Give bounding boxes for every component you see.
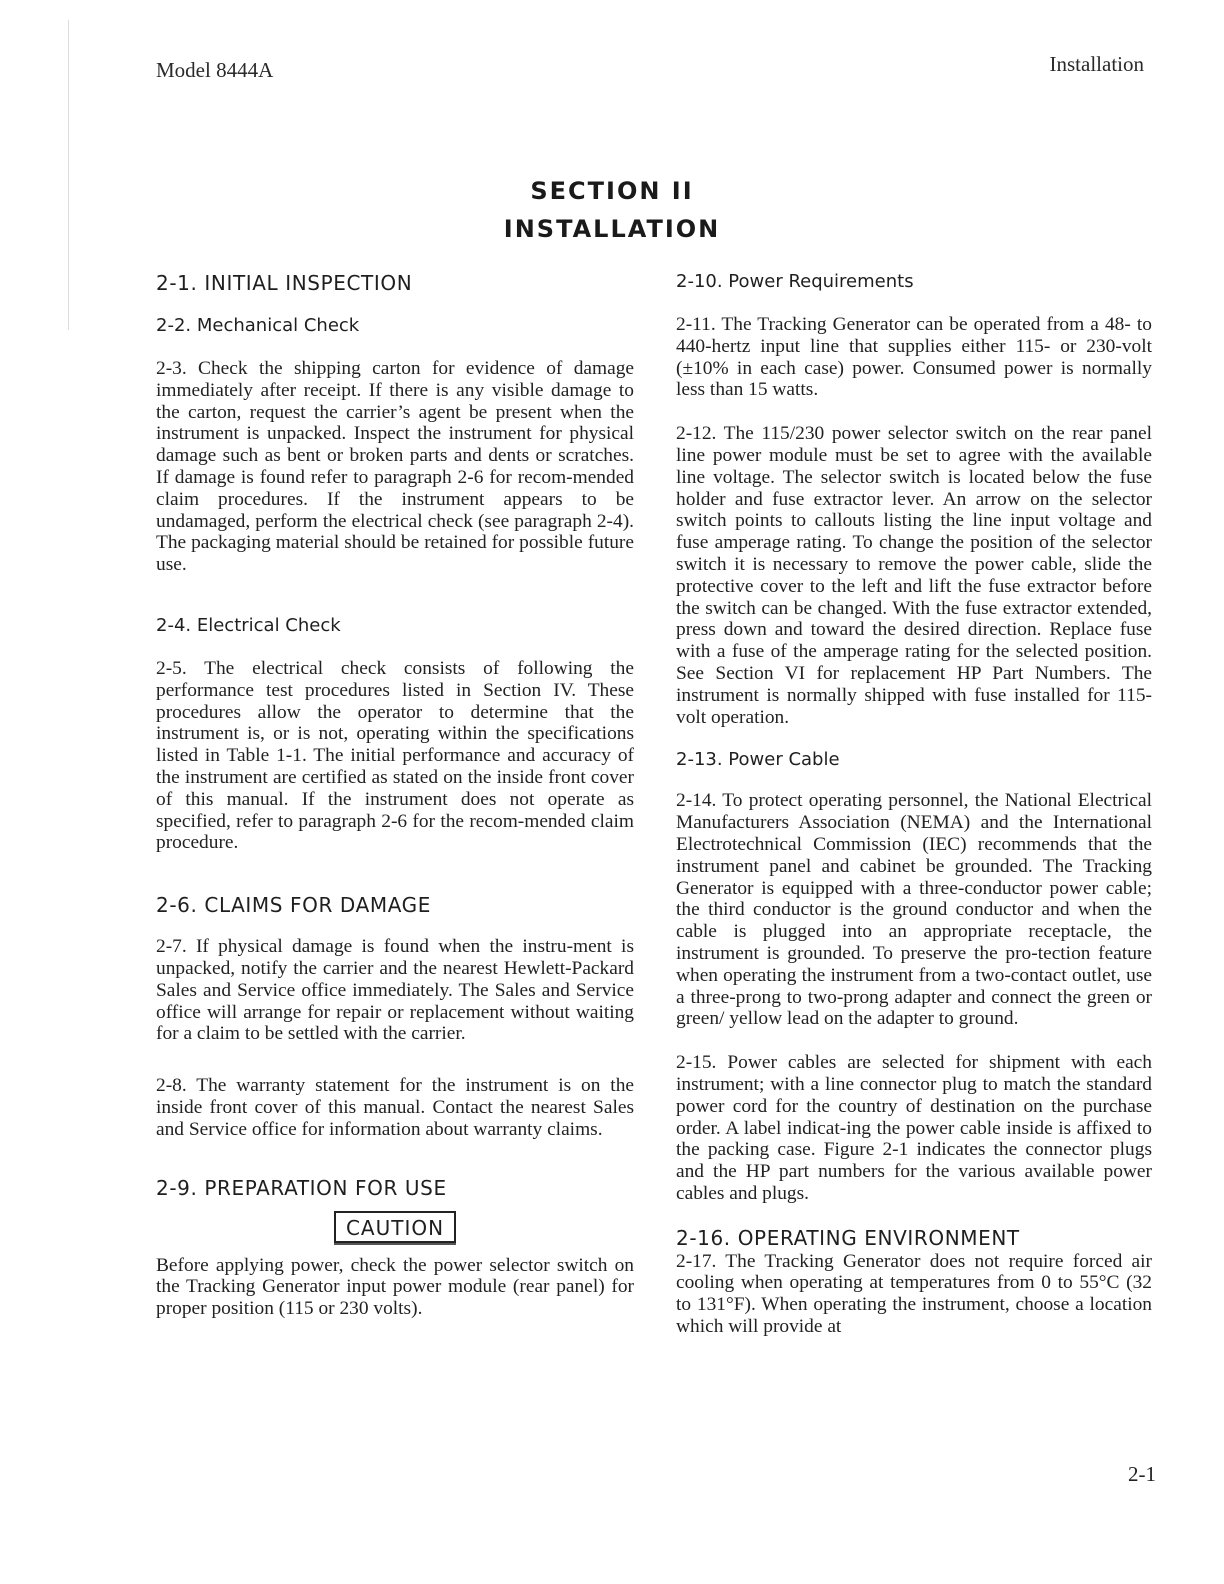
header-model: Model 8444A xyxy=(156,58,274,82)
header-section-name: Installation xyxy=(1049,52,1144,76)
caution-paragraph: Before applying power, check the power selector switch on the Tracking Generator input power module (rear panel) for proper position (115 or 230 volts). xyxy=(156,1254,634,1320)
paragraph-2-7: 2-7. If physical damage is found when the instru-ment is unpacked, notify the carrier and the nearest Hewlett-Packard Sales and Service office immediately. The Sales and Service office will arrange for repair or replacement without waiting for a claim to be settled with the carrier. xyxy=(156,936,634,1045)
paragraph-2-3: 2-3. Check the shipping carton for evidence of damage immediately after receipt. If there is any visible damage to the carton, request the carrier’s agent be present when the instrument is unpacked. Inspect the instrument for physical damage such as bent or broken parts and dents or scratches. If damage is found refer to paragraph 2-6 for recom-mended claim procedures. If the instrument appears to be undamaged, perform the electrical check (see paragraph 2-4). The packaging material should be retained for possible future use. xyxy=(156,358,634,576)
heading-operating-environment: 2-16. OPERATING ENVIRONMENT xyxy=(676,1225,1020,1250)
heading-preparation-for-use: 2-9. PREPARATION FOR USE xyxy=(156,1175,447,1200)
paragraph-2-12: 2-12. The 115/230 power selector switch on the rear panel line power module must be set to agree with the available line voltage. The selector switch is located below the fuse holder and fuse extractor lever. An arrow on the selector switch points to callouts listing the line input voltage and fuse amperage rating. To change the position of the selector switch it is necessary to remove the power cable, slide the protective cover to the left and lift the fuse extractor before the switch can be changed. With the fuse extractor extended, press down and toward the desired direction. Replace fuse with a fuse of the amperage rating for the selected position. See Section VI for replacement HP Part Numbers. The instrument is normally shipped with fuse installed for 115-volt operation. xyxy=(676,423,1152,728)
section-name: INSTALLATION xyxy=(503,215,721,243)
paragraph-2-5: 2-5. The electrical check consists of following the performance test procedures listed in Section IV. These procedures allow the operator to determine that the instrument is, or is not, operating within the specifications listed in Table 1-1. The initial performance and accuracy of the instrument are certified as stated on the inside front cover of this manual. If the instrument does not operate as specified, refer to paragraph 2-6 for the recom-mended claim procedure. xyxy=(156,657,634,854)
paragraph-2-14: 2-14. To protect operating personnel, the National Electrical Manufacturers Association (NEMA) and the International Electrotechnical Commission (IEC) recommends that the instrument panel and cabinet be grounded. The Tracking Generator is equipped with a three-conductor power cable; the third conductor is the ground conductor and when the cable is plugged into an appropriate receptacle, the instrument is grounded. To preserve the pro-tection feature when operating the instrument from a two-contact outlet, use a three-prong to two-prong adapter and connect the green or green/ yellow lead on the adapter to ground. xyxy=(676,790,1152,1030)
page-number: 2-1 xyxy=(1128,1462,1156,1486)
section-number: SECTION II xyxy=(530,177,694,205)
paragraph-2-17: 2-17. The Tracking Generator does not require forced air cooling when operating at temperatures from 0 to 55°C (32 to 131°F). When operating the instrument, choose a location which will provide at xyxy=(676,1250,1152,1338)
paragraph-2-8: 2-8. The warranty statement for the instrument is on the inside front cover of this manual. Contact the nearest Sales and Service office for information about warranty claims. xyxy=(156,1075,634,1140)
caution-label: CAUTION xyxy=(334,1211,456,1243)
left-column xyxy=(156,270,634,1320)
right-column xyxy=(676,270,1152,1338)
heading-power-cable: 2-13. Power Cable xyxy=(676,749,840,771)
paragraph-2-11: 2-11. The Tracking Generator can be operated from a 48- to 440-hertz input line that supplies either 115- or 230-volt (±10% in each case) power. Consumed power is normally less than 15 watts. xyxy=(676,314,1152,401)
paragraph-2-15: 2-15. Power cables are selected for shipment with each instrument; with a line connector plug to match the standard power cord for the country of destination on the purchase order. A label indicat-ing the power cable inside is affixed to the packing case. Figure 2-1 indicates the connector plugs and the HP part numbers for the various available power cables and plugs. xyxy=(676,1052,1152,1204)
heading-claims-for-damage: 2-6. CLAIMS FOR DAMAGE xyxy=(156,893,431,918)
caution-box-wrapper xyxy=(156,1211,634,1243)
heading-mechanical-check: 2-2. Mechanical Check xyxy=(156,315,360,336)
heading-initial-inspection: 2-1. INITIAL INSPECTION xyxy=(156,271,413,295)
heading-power-requirements: 2-10. Power Requirements xyxy=(676,271,914,292)
heading-electrical-check: 2-4. Electrical Check xyxy=(156,614,341,636)
section-title xyxy=(0,172,1224,248)
